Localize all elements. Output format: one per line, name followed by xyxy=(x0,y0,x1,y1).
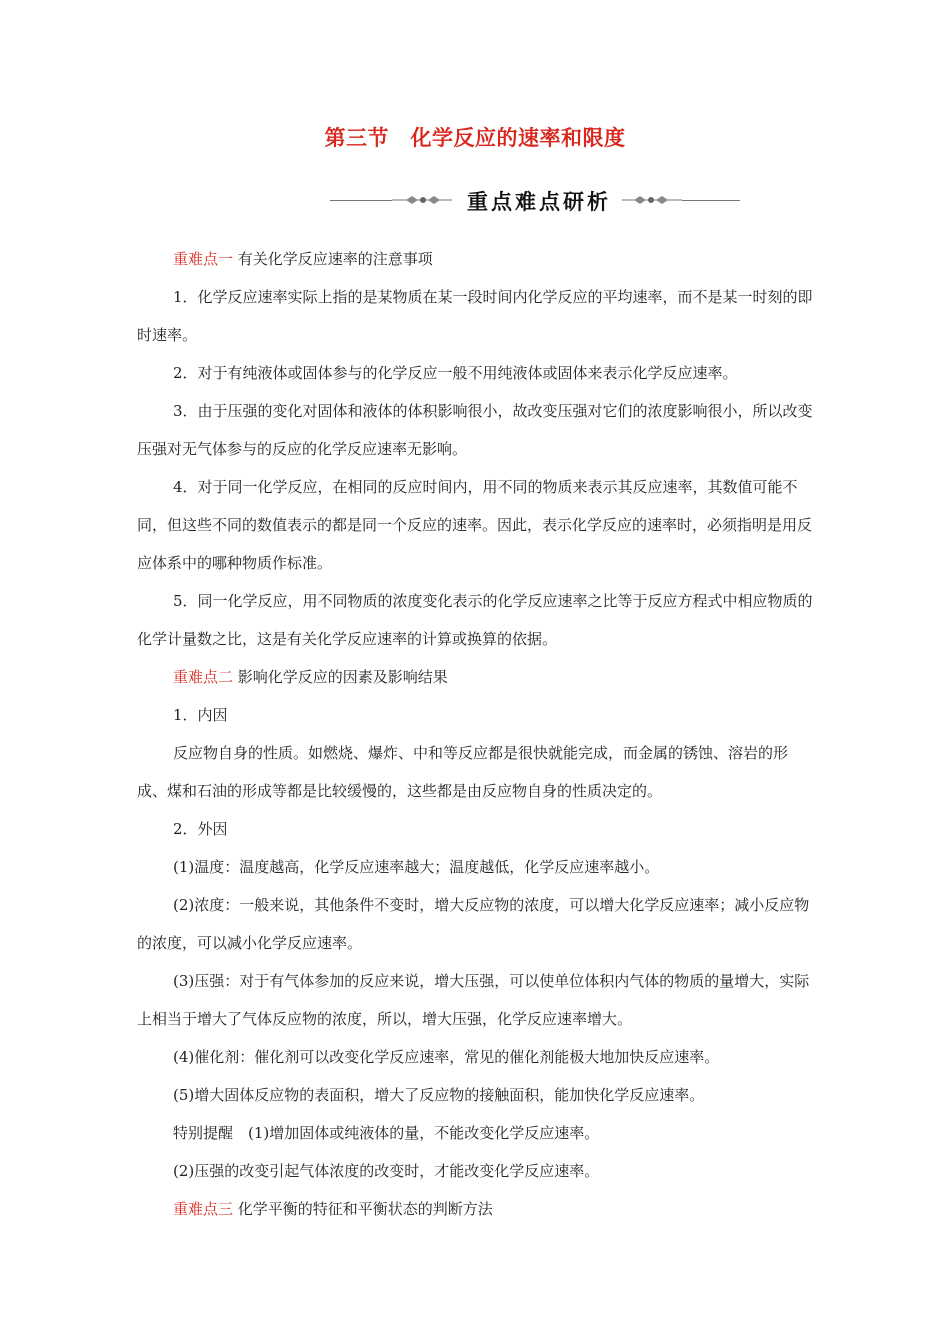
section-heading-text: 化学平衡的特征和平衡状态的判断方法 xyxy=(237,1200,493,1218)
banner-right-line xyxy=(682,200,740,201)
paragraph: (3)压强：对于有气体参加的反应来说，增大压强，可以使单位体积内气体的物质的量增大，实际上相当于增大了气体反应物的浓度，所以，增大压强，化学反应速率增大。 xyxy=(137,972,810,1028)
paragraph: 1．化学反应速率实际上指的是某物质在某一段时间内化学反应的平均速率，而不是某一时刻的即时速率。 xyxy=(137,288,813,344)
section-heading-label: 重难点一 xyxy=(173,250,234,268)
section-banner-title: 重点难点研析 xyxy=(467,190,611,214)
banner-left-line xyxy=(330,200,392,201)
paragraph: 反应物自身的性质。如燃烧、爆炸、中和等反应都是很快就能完成，而金属的锈蚀、溶岩的形成、煤和石油的形成等都是比较缓慢的，这些都是由反应物自身的性质决定的。 xyxy=(137,744,789,800)
document-body xyxy=(137,240,817,1228)
section-heading xyxy=(137,1190,817,1228)
banner-left-ornament-icon xyxy=(392,193,452,207)
section-heading-text: 有关化学反应速率的注意事项 xyxy=(237,250,433,268)
paragraph: 2．外因 xyxy=(173,820,228,838)
paragraph: (1)温度：温度越高，化学反应速率越大；温度越低，化学反应速率越小。 xyxy=(173,858,660,876)
section-banner xyxy=(330,186,740,214)
paragraph: 1．内因 xyxy=(173,706,228,724)
paragraph: (2)压强的改变引起气体浓度的改变时，才能改变化学反应速率。 xyxy=(173,1162,600,1180)
section-heading-label: 重难点三 xyxy=(173,1200,234,1218)
paragraph: 3．由于压强的变化对固体和液体的体积影响很小，故改变压强对它们的浓度影响很小，所以改变压强对无气体参与的反应的化学反应速率无影响。 xyxy=(137,402,813,458)
paragraph: (5)增大固体反应物的表面积，增大了反应物的接触面积，能加快化学反应速率。 xyxy=(173,1086,705,1104)
paragraph: (4)催化剂：催化剂可以改变化学反应速率，常见的催化剂能极大地加快反应速率。 xyxy=(173,1048,720,1066)
paragraph: 4．对于同一化学反应，在相同的反应时间内，用不同的物质来表示其反应速率，其数值可能不同，但这些不同的数值表示的都是同一个反应的速率。因此，表示化学反应的速率时，必须指明是用反应体系中的哪种物质作标准。 xyxy=(137,478,813,572)
page-title: 第三节 化学反应的速率和限度 xyxy=(324,126,626,150)
section-heading-label: 重难点二 xyxy=(173,668,234,686)
paragraph: 2．对于有纯液体或固体参与的化学反应一般不用纯液体或固体来表示化学反应速率。 xyxy=(173,364,738,382)
paragraph: 5．同一化学反应，用不同物质的浓度变化表示的化学反应速率之比等于反应方程式中相应物质的化学计量数之比，这是有关化学反应速率的计算或换算的依据。 xyxy=(137,592,813,648)
paragraph: 特别提醒 (1)增加固体或纯液体的量，不能改变化学反应速率。 xyxy=(173,1124,600,1142)
section-heading-text: 影响化学反应的因素及影响结果 xyxy=(237,668,448,686)
paragraph: (2)浓度：一般来说，其他条件不变时，增大反应物的浓度，可以增大化学反应速率；减小反应物的浓度，可以减小化学反应速率。 xyxy=(137,896,810,952)
section-heading xyxy=(137,240,817,278)
banner-right-ornament-icon xyxy=(622,193,682,207)
section-heading xyxy=(137,658,817,696)
